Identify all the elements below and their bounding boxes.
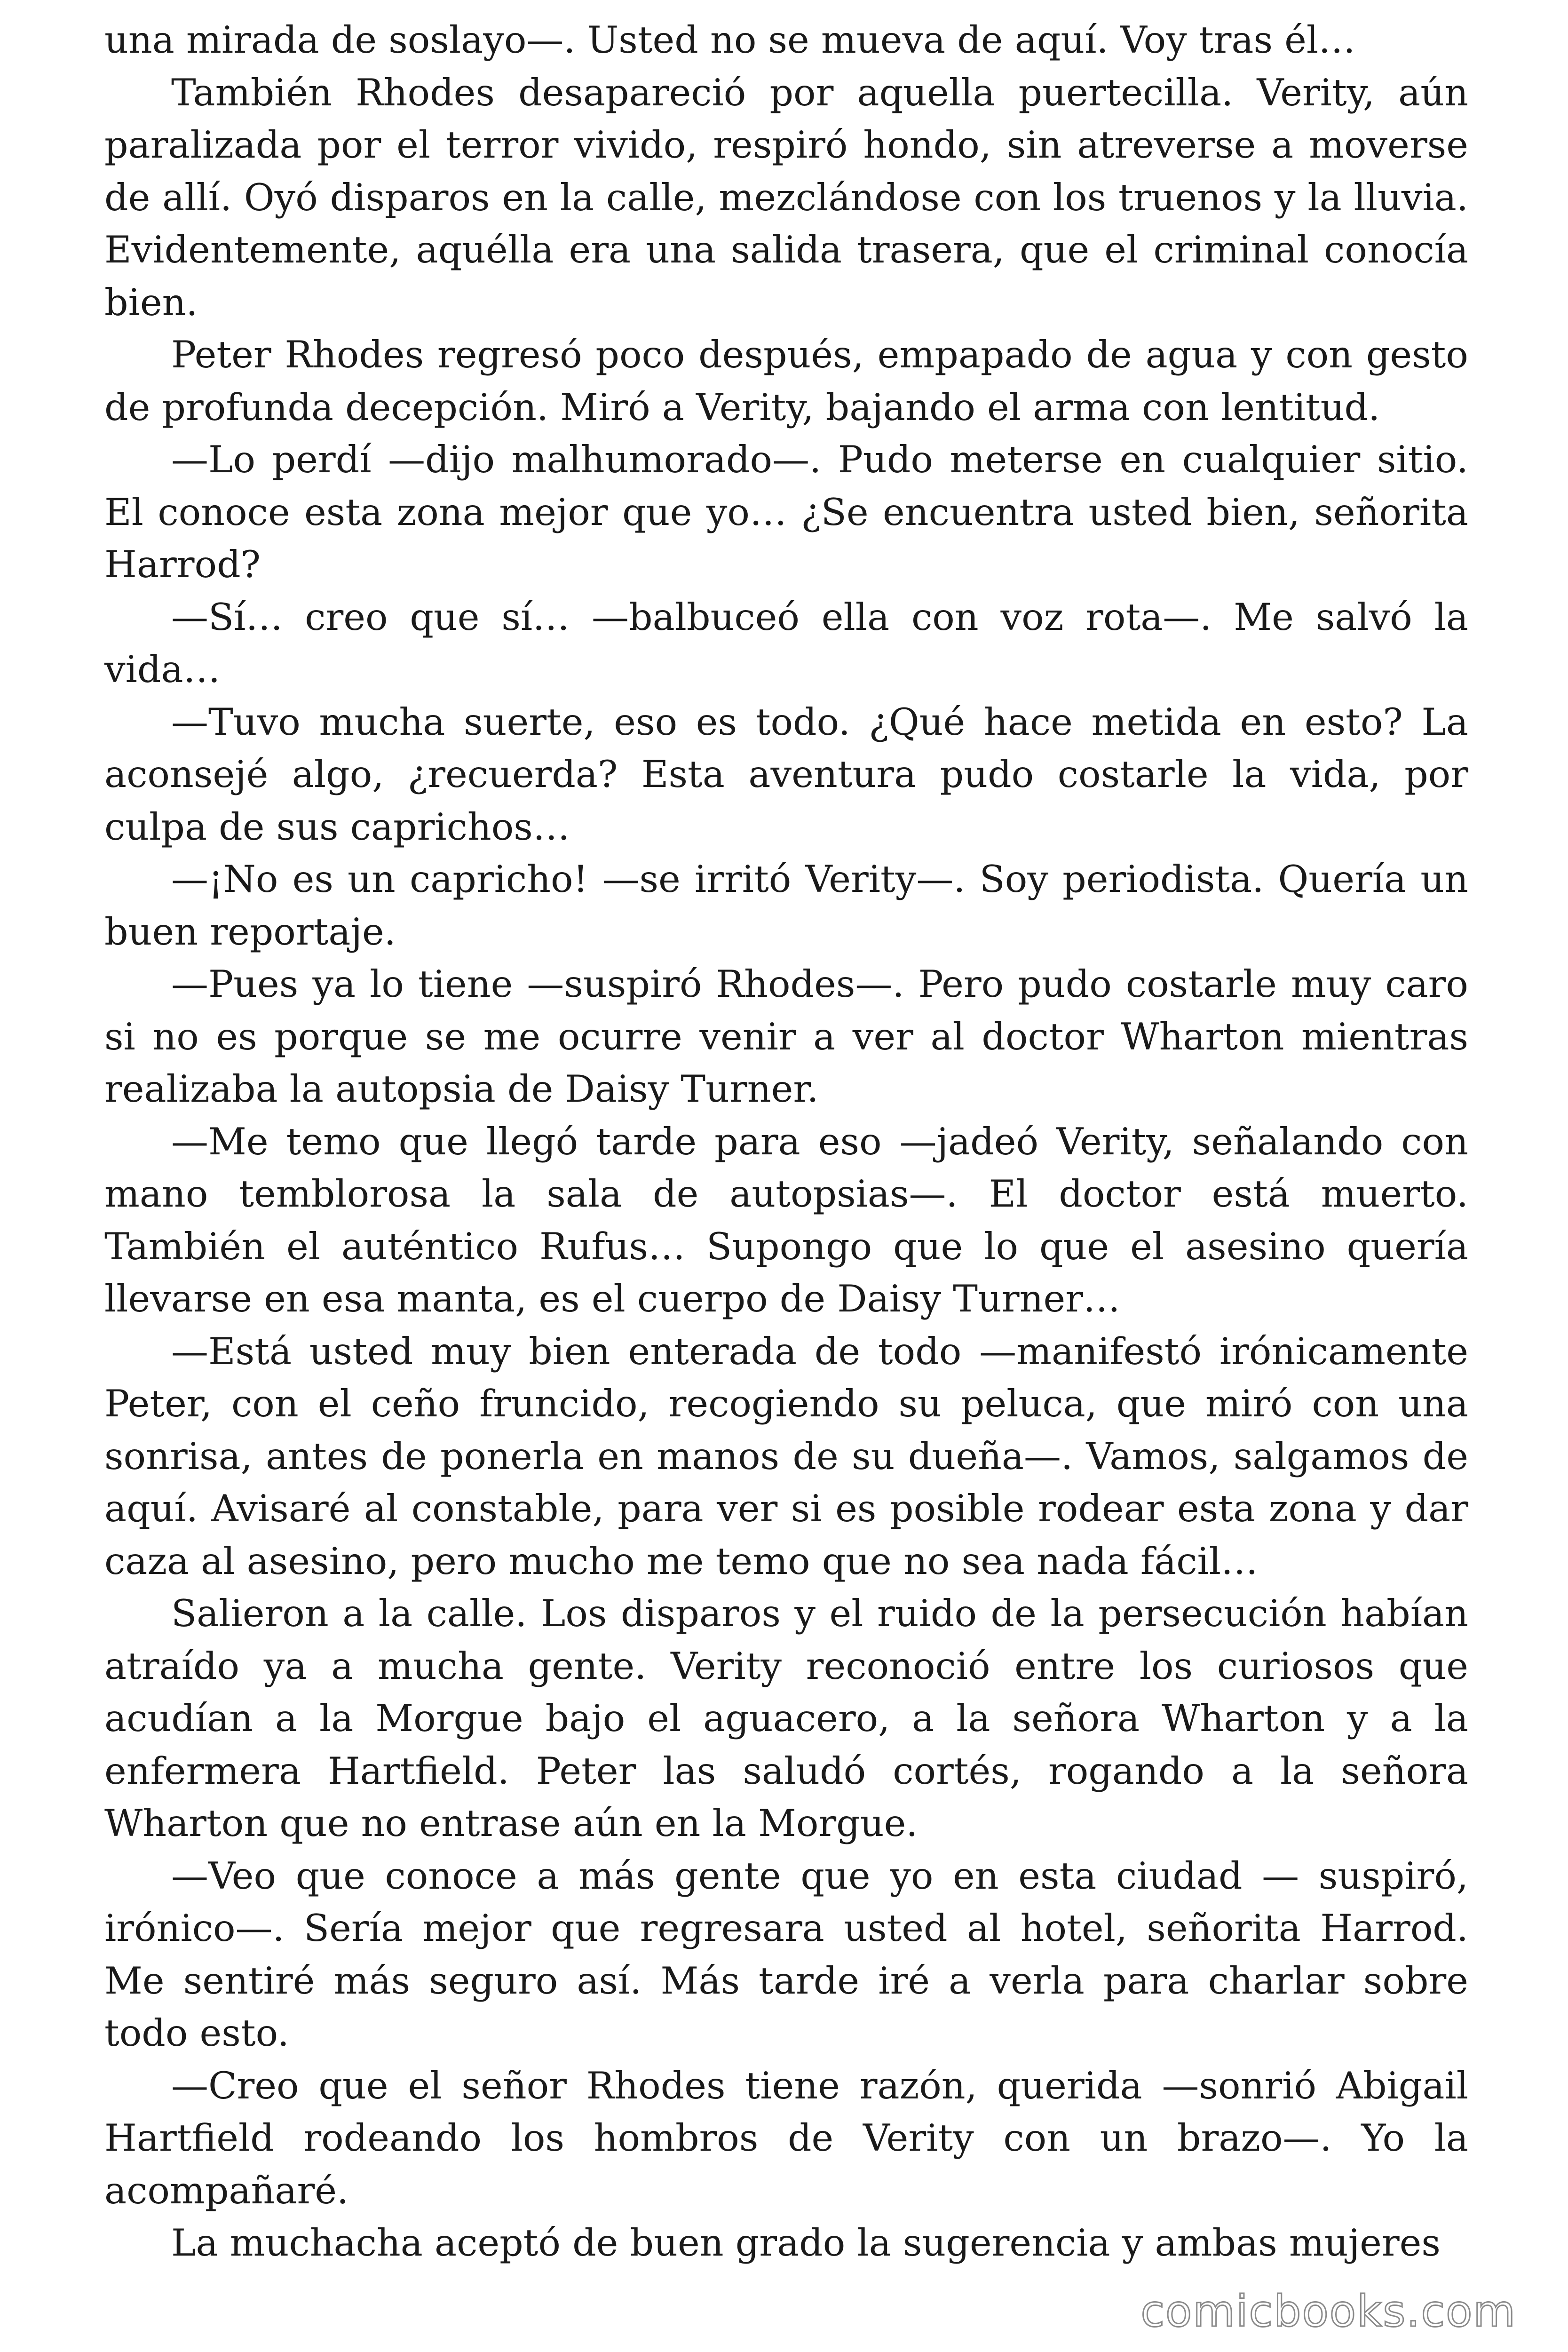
paragraph-13: —Creo que el señor Rhodes tiene razón, querida —sonrió Abigail Hartfield rodeando los hombros de Verity con un brazo—. Yo la acompañaré. [104,2064,1468,2212]
paragraph-1: una mirada de soslayo—. Usted no se mueva de aquí. Voy tras él… [104,18,1356,62]
paragraph-3: Peter Rhodes regresó poco después, empapado de agua y con gesto de profunda decepción. Miró a Verity, bajando el arma con lentitud. [104,333,1468,429]
paragraph-2: También Rhodes desapareció por aquella puertecilla. Verity, aún paralizada por el terror vivido, respiró hondo, sin atreverse a moverse de allí. Oyó disparos en la calle, mezclándose con los truenos y la lluvia. Evidentemente, aquélla era una salida trasera, que el criminal conocía bien. [104,71,1468,324]
paragraph-6: —Tuvo mucha suerte, eso es todo. ¿Qué hace metida en esto? La aconsejé algo, ¿recuerda? Esta aventura pudo costarle la vida, por culpa de sus caprichos… [104,700,1468,849]
paragraph-9: —Me temo que llegó tarde para eso —jadeó Verity, señalando con mano temblorosa la sala de autopsias—. El doctor está muerto. También el auténtico Rufus… Supongo que lo que el asesino quería llevarse en esa manta, es el cuerpo de Daisy Turner… [104,1120,1468,1320]
paragraph-10: —Está usted muy bien enterada de todo —manifestó irónicamente Peter, con el ceño fruncido, recogiendo su peluca, que miró con una sonrisa, antes de ponerla en manos de su dueña—. Vamos, salgamos de aquí. Avisaré al constable, para ver si es posible rodear esta zona y dar caza al asesino, pero mucho me temo que no sea nada fácil… [104,1329,1468,1583]
paragraph-11: Salieron a la calle. Los disparos y el ruido de la persecución habían atraído ya a mucha gente. Verity reconoció entre los curiosos que acudían a la Morgue bajo el aguacero, a la señora Wharton y a la enfermera Hartfield. Peter las saludó cortés, rogando a la señora Wharton que no entrase aún en la Morgue. [104,1592,1468,1845]
paragraph-14: La muchacha aceptó de buen grado la sugerencia y ambas mujeres [171,2221,1441,2265]
paragraph-12: —Veo que conoce a más gente que yo en esta ciudad — suspiró, irónico—. Sería mejor que regresara usted al hotel, señorita Harrod. Me sentiré más seguro así. Más tarde iré a verla para charlar sobre todo esto. [104,1854,1468,2055]
watermark: comicbooks.com [1140,2286,1516,2336]
paragraph-8: —Pues ya lo tiene —suspiró Rhodes—. Pero pudo costarle muy caro si no es porque se me ocurre venir a ver al doctor Wharton mientras realizaba la autopsia de Daisy Turner. [104,962,1468,1111]
paragraph-4: —Lo perdí —dijo malhumorado—. Pudo meterse en cualquier sitio. El conoce esta zona mejor que yo… ¿Se encuentra usted bien, señorita Harrod? [104,438,1468,586]
paragraph-5: —Sí… creo que sí… —balbuceó ella con voz rota—. Me salvó la vida… [104,595,1468,691]
paragraph-7: —¡No es un capricho! —se irritó Verity—. Soy periodista. Quería un buen reportaje. [104,858,1468,954]
page-body [104,14,1468,2270]
